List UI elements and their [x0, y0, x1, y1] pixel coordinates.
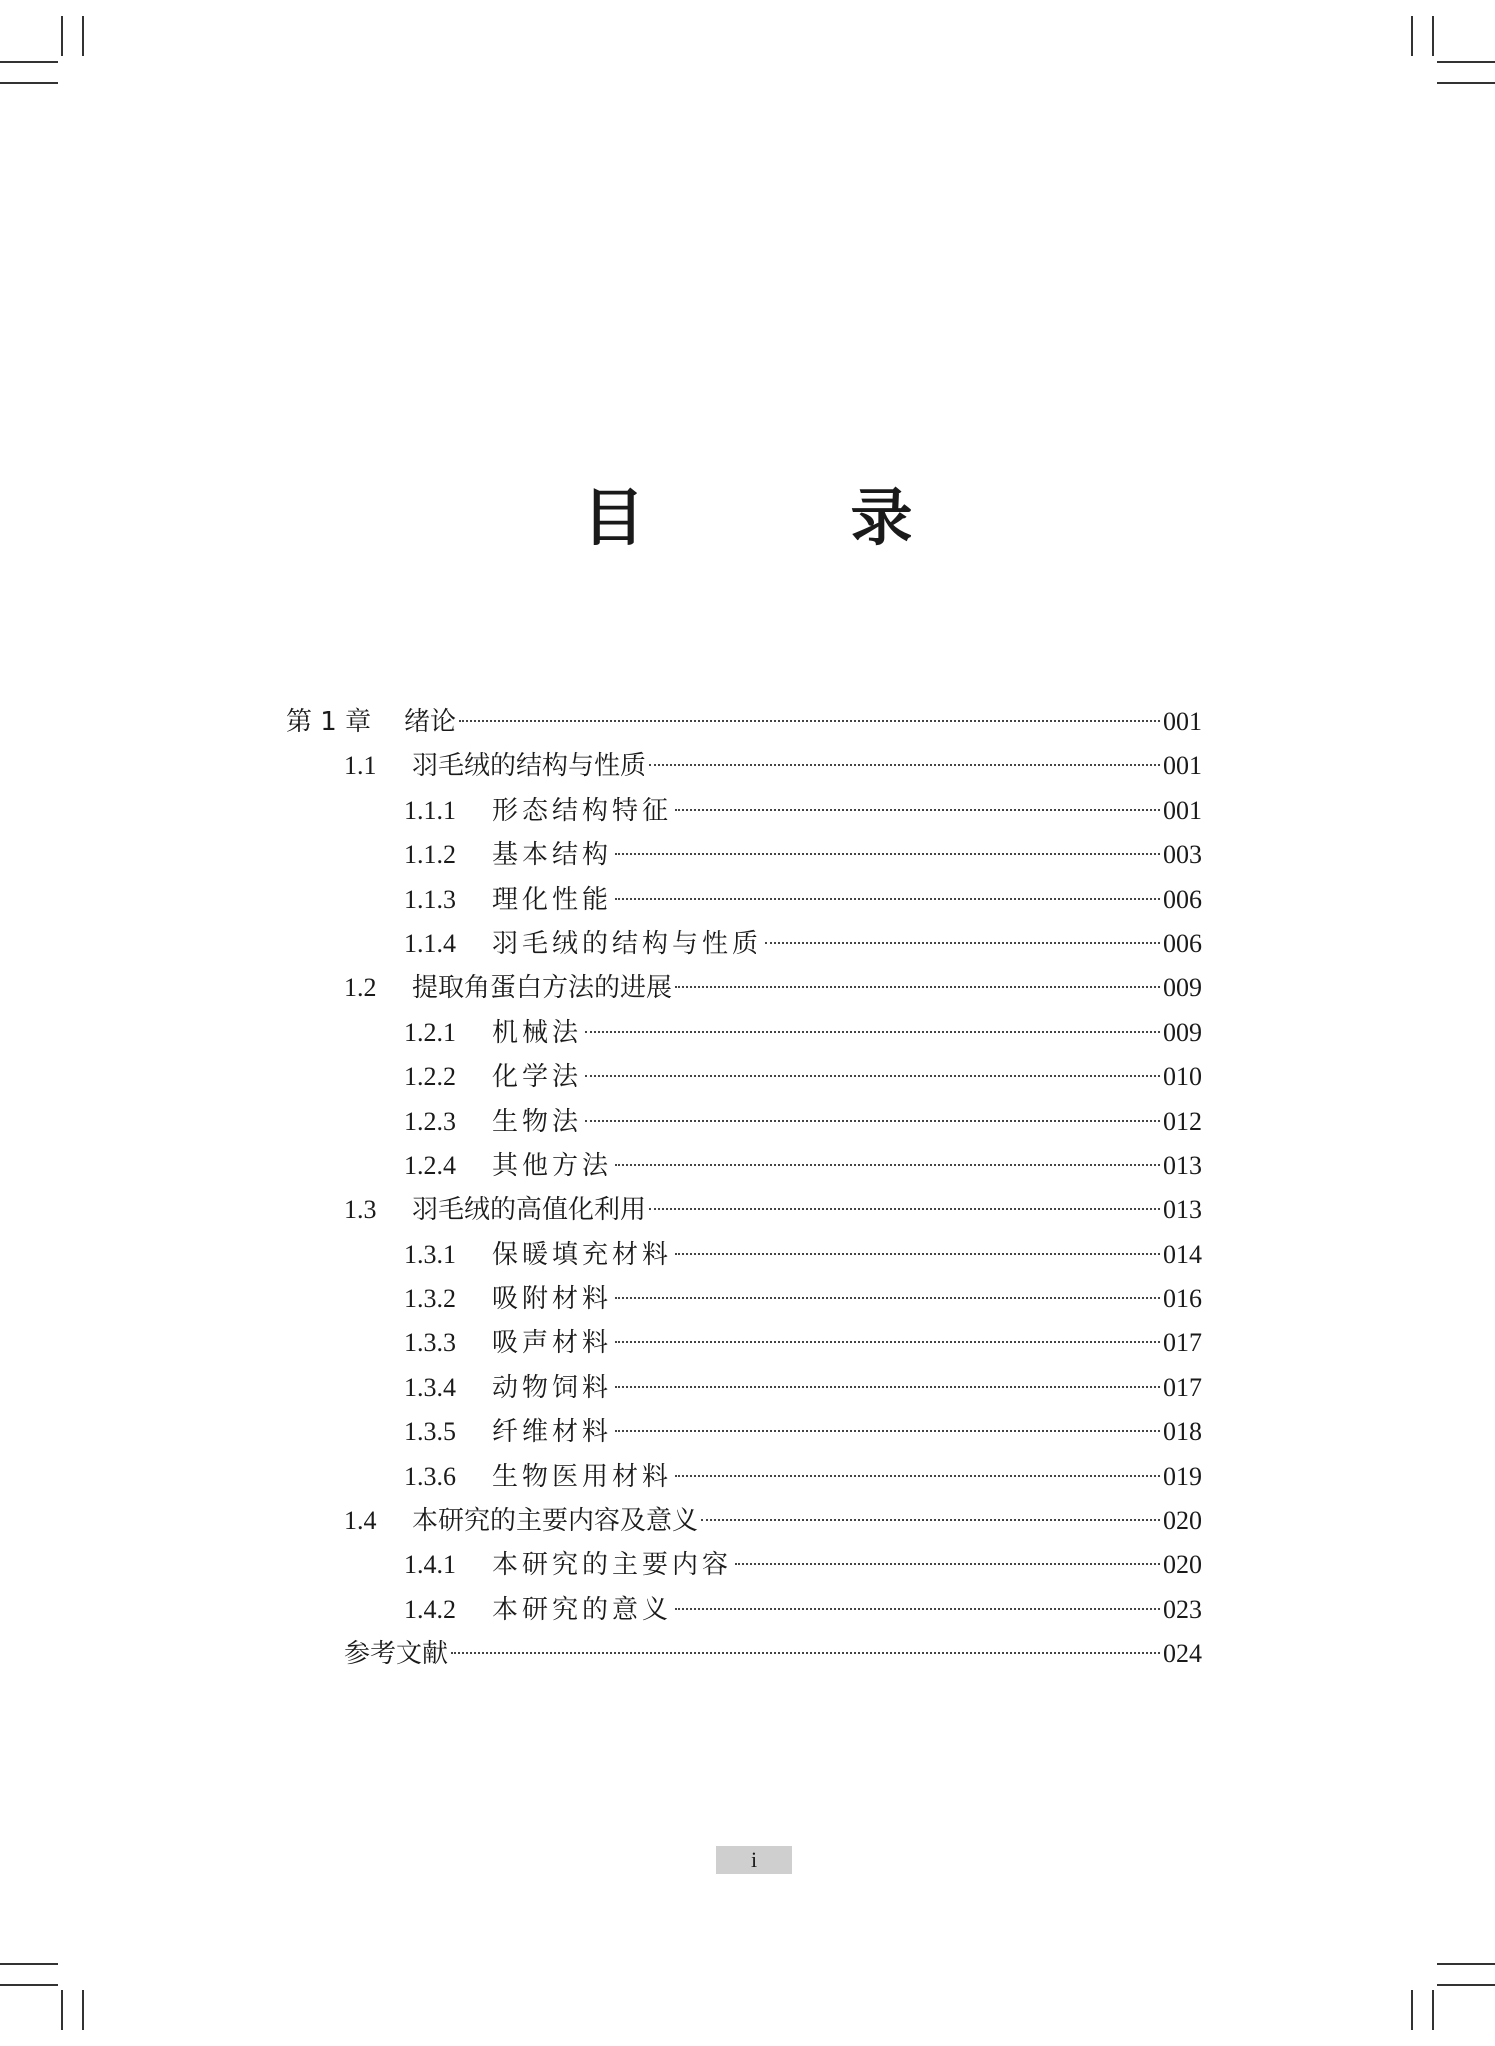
toc-entry-page: 001: [1163, 795, 1202, 825]
toc-entry[interactable]: [286, 833, 1202, 877]
dot-leader: [585, 1031, 1160, 1033]
toc-entry-number: 1.3.1: [404, 1239, 456, 1269]
toc-entry-title: 基本结构: [492, 840, 613, 871]
toc-entry-page: 001: [1163, 707, 1202, 736]
toc-entry[interactable]: [286, 1100, 1202, 1144]
toc-entry-number: 1.2.2: [404, 1062, 456, 1092]
toc-entry-number: 1.2.1: [404, 1017, 456, 1047]
crop-mark: [1411, 16, 1413, 56]
toc-entry-title: 机械法: [492, 1017, 583, 1048]
toc-entry-page: 006: [1163, 884, 1202, 914]
toc-entry-number: 1.1.1: [404, 795, 456, 825]
crop-mark: [1437, 82, 1495, 84]
toc-entry-page: 024: [1163, 1639, 1202, 1669]
dot-leader: [615, 1341, 1160, 1343]
toc-entry-title: 化学法: [492, 1062, 583, 1093]
crop-mark: [1432, 16, 1434, 56]
toc-entry[interactable]: [286, 922, 1202, 966]
dot-leader: [765, 942, 1160, 944]
toc-entry-page: 003: [1163, 840, 1202, 870]
toc-entry-number: 1.2: [344, 973, 377, 1003]
toc-entry-page: 020: [1163, 1506, 1202, 1536]
toc-entry-title: 形态结构特征: [492, 795, 673, 826]
toc-entry[interactable]: [286, 966, 1202, 1010]
dot-leader: [615, 1430, 1160, 1432]
crop-mark: [0, 1984, 58, 1986]
toc-entry[interactable]: [286, 700, 1202, 744]
dot-leader: [701, 1519, 1160, 1521]
toc-entry-number: 1.1.4: [404, 928, 456, 958]
toc-entry-title: 理化性能: [492, 884, 613, 915]
toc-entry-number: 1.1.3: [404, 884, 456, 914]
toc-entry-page: 017: [1163, 1328, 1202, 1358]
dot-leader: [585, 1120, 1160, 1122]
toc-entry[interactable]: [286, 1543, 1202, 1587]
crop-mark: [61, 1990, 63, 2030]
dot-leader: [615, 1386, 1160, 1388]
toc-entry[interactable]: [286, 1188, 1202, 1232]
toc-entry-number: 1.3.3: [404, 1328, 456, 1358]
page-number: i: [716, 1846, 792, 1874]
toc-entry[interactable]: [286, 1144, 1202, 1188]
toc-entry[interactable]: [286, 1321, 1202, 1365]
toc-entry[interactable]: [286, 1277, 1202, 1321]
toc-entry-page: 012: [1163, 1106, 1202, 1136]
toc-entry-title: 保暖填充材料: [492, 1239, 673, 1270]
dot-leader: [615, 1164, 1160, 1166]
crop-mark: [1437, 1984, 1495, 1986]
dot-leader: [615, 1297, 1160, 1299]
toc-entry[interactable]: [286, 1632, 1202, 1676]
toc-entry-page: 019: [1163, 1461, 1202, 1491]
toc-entry-page: 006: [1163, 928, 1202, 958]
toc-entry-number: 1.2.4: [404, 1150, 456, 1180]
crop-mark: [1437, 1963, 1495, 1965]
toc-entry-page: 017: [1163, 1372, 1202, 1402]
toc-entry-page: 010: [1163, 1062, 1202, 1092]
toc-entry-title: 羽毛绒的结构与性质: [492, 928, 763, 959]
toc-entry-number: 1.4.2: [404, 1594, 456, 1624]
page-title: 目 录: [582, 481, 985, 554]
crop-mark: [0, 61, 58, 63]
dot-leader: [675, 1475, 1160, 1477]
toc-entry-number: 1.1: [344, 751, 377, 781]
toc-entry-title: 羽毛绒的结构与性质: [412, 751, 647, 782]
table-of-contents: [286, 700, 1202, 1677]
dot-leader: [675, 809, 1160, 811]
dot-leader: [459, 720, 1160, 722]
toc-entry-number: 1.3.2: [404, 1284, 456, 1314]
toc-entry-number: 1.1.2: [404, 840, 456, 870]
toc-entry[interactable]: [286, 878, 1202, 922]
crop-mark: [1437, 61, 1495, 63]
crop-mark: [0, 1963, 58, 1965]
toc-entry[interactable]: [286, 1499, 1202, 1543]
toc-entry-page: 016: [1163, 1284, 1202, 1314]
toc-entry-title: 动物饲料: [492, 1372, 613, 1403]
toc-entry-number: 第 1 章: [286, 707, 372, 737]
toc-entry[interactable]: [286, 1011, 1202, 1055]
dot-leader: [649, 764, 1160, 766]
toc-entry-page: 020: [1163, 1550, 1202, 1580]
dot-leader: [615, 853, 1160, 855]
crop-mark: [82, 16, 84, 56]
toc-entry-number: 1.3.5: [404, 1417, 456, 1447]
toc-entry-number: 1.4.1: [404, 1550, 456, 1580]
toc-entry[interactable]: [286, 1055, 1202, 1099]
toc-entry-number: 1.3.6: [404, 1461, 456, 1491]
crop-mark: [0, 82, 58, 84]
toc-entry[interactable]: [286, 1588, 1202, 1632]
crop-mark: [82, 1990, 84, 2030]
toc-entry[interactable]: [286, 1233, 1202, 1277]
dot-leader: [615, 898, 1160, 900]
dot-leader: [649, 1208, 1160, 1210]
toc-entry-title: 参考文献: [344, 1639, 449, 1670]
dot-leader: [735, 1563, 1160, 1565]
toc-entry-number: 1.4: [344, 1506, 377, 1536]
toc-entry-title: 本研究的主要内容及意义: [412, 1506, 699, 1537]
toc-entry-number: 1.2.3: [404, 1106, 456, 1136]
toc-entry-page: 001: [1163, 751, 1202, 781]
toc-entry-page: 023: [1163, 1594, 1202, 1624]
dot-leader: [451, 1652, 1160, 1654]
dot-leader: [675, 1253, 1160, 1255]
toc-entry-page: 013: [1163, 1195, 1202, 1225]
toc-entry-title: 其他方法: [492, 1150, 613, 1181]
toc-entry-title: 吸附材料: [492, 1284, 613, 1315]
toc-entry-number: 1.3: [344, 1195, 377, 1225]
toc-entry-title: 吸声材料: [492, 1328, 613, 1359]
toc-entry-title: 本研究的意义: [492, 1594, 673, 1625]
toc-entry[interactable]: [286, 1366, 1202, 1410]
crop-mark: [1432, 1990, 1434, 2030]
dot-leader: [675, 1608, 1160, 1610]
toc-entry[interactable]: [286, 744, 1202, 788]
toc-entry-page: 013: [1163, 1150, 1202, 1180]
crop-mark: [1411, 1990, 1413, 2030]
toc-entry[interactable]: [286, 1410, 1202, 1454]
toc-entry[interactable]: [286, 789, 1202, 833]
toc-entry-page: 009: [1163, 973, 1202, 1003]
toc-entry-title: 本研究的主要内容: [492, 1550, 733, 1581]
toc-entry-title: 生物法: [492, 1106, 583, 1137]
toc-entry-page: 018: [1163, 1417, 1202, 1447]
toc-entry-title: 羽毛绒的高值化利用: [412, 1195, 647, 1226]
toc-entry-page: 014: [1163, 1239, 1202, 1269]
toc-entry-page: 009: [1163, 1017, 1202, 1047]
toc-entry[interactable]: [286, 1455, 1202, 1499]
dot-leader: [675, 986, 1160, 988]
toc-entry-title: 提取角蛋白方法的进展: [412, 973, 673, 1004]
toc-entry-title: 纤维材料: [492, 1417, 613, 1448]
dot-leader: [585, 1075, 1160, 1077]
toc-entry-number: 1.3.4: [404, 1372, 456, 1402]
toc-entry-title: 绪论: [404, 707, 457, 737]
toc-entry-title: 生物医用材料: [492, 1461, 673, 1492]
crop-mark: [61, 16, 63, 56]
